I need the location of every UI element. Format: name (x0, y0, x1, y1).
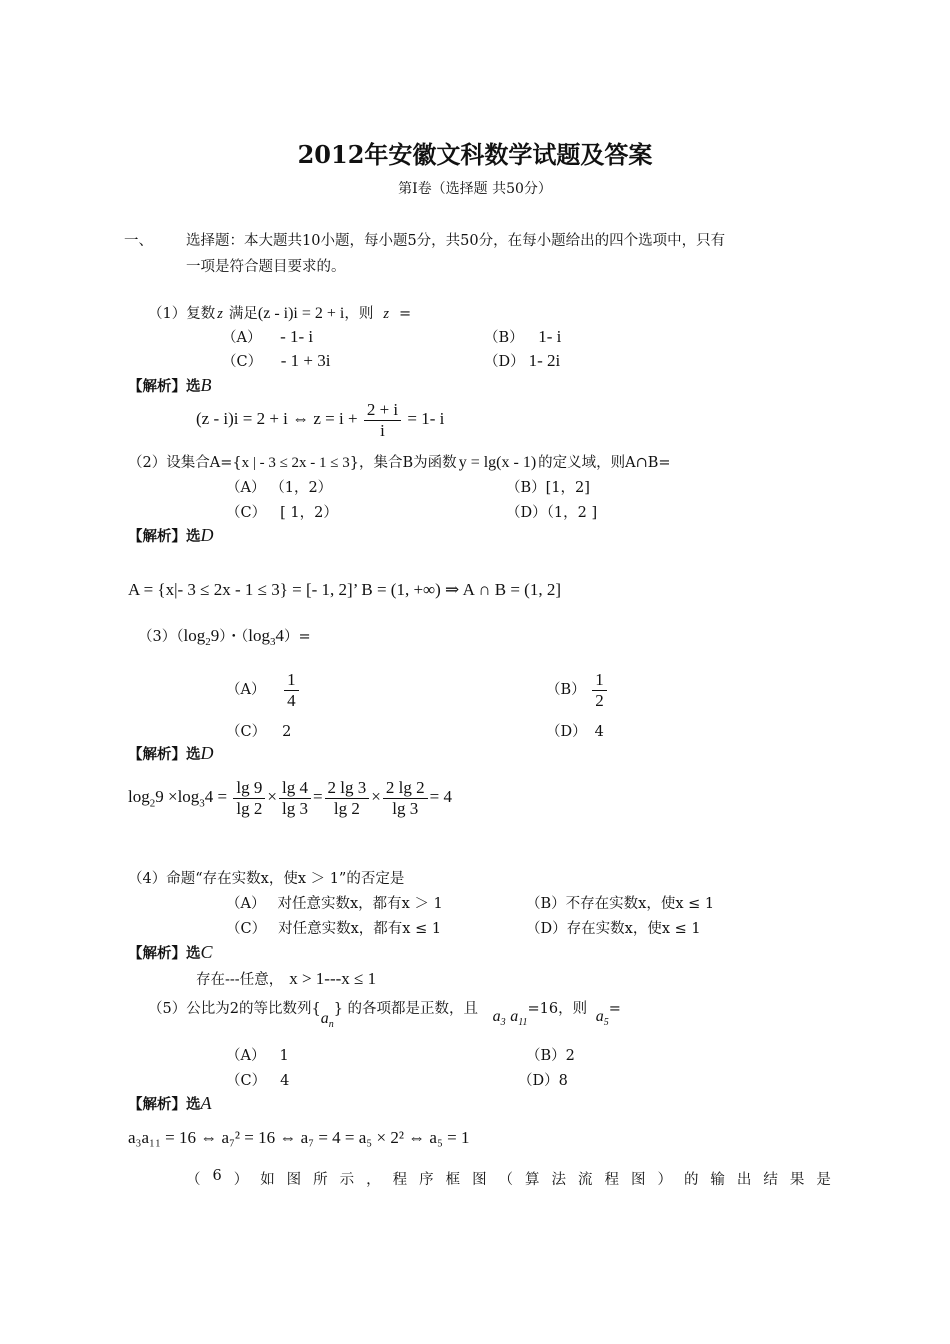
q5-option-a: （A） 1 (226, 1048, 289, 1064)
q6-char: 如 (260, 1172, 275, 1188)
q6-char: 图 (472, 1172, 487, 1188)
q6-stem (186, 1168, 831, 1189)
q5-option-d: （D）8 (518, 1073, 568, 1089)
q2-option-d: （D）（1，2 ] (506, 505, 598, 521)
q3-option-c: （C） 2 (226, 724, 292, 740)
q6-char: （ (498, 1172, 514, 1188)
q6-char: 出 (736, 1172, 752, 1188)
q6-char: 6 (212, 1168, 222, 1184)
q4-option-b: （B）不存在实数x，使x ≤ 1 (526, 896, 715, 912)
q1-option-b: （B） 1- i (484, 327, 562, 346)
q6-char: 果 (789, 1172, 805, 1188)
q5-option-b: （B）2 (526, 1048, 575, 1064)
q6-char: 程 (392, 1172, 408, 1188)
q6-char: （ (186, 1172, 201, 1188)
q1-option-a: （A） - 1- i (222, 327, 314, 346)
q3-option-d: （D） 4 (546, 724, 604, 740)
page-subtitle: 第Ⅰ卷（选择题 共50分） (398, 181, 552, 197)
q2-stem: （2）设集合A={x | - 3 ≤ 2x - 1 ≤ 3}，集合B为函数 y = lg(x - 1) 的定义域，则A∩B= (128, 454, 671, 471)
q6-char: 框 (445, 1172, 461, 1188)
page-title: 2012年安徽文科数学试题及答案 (297, 140, 653, 169)
q5-solution: a₃a₁₁ = 16 ⇔ a₇² = 16 ⇔ a₇ = 4 = a₅ × 2² ⇔ a₅ = 1 (128, 1128, 470, 1147)
q5-stem: （5）公比为2的等比数列$\{a_n\}$ 的各项都是正数，且 $a_3$ $a_{11}=16$，则 $a_5=$ (148, 1001, 621, 1030)
q2-option-b: （B）[1，2] (506, 480, 590, 496)
q6-char: 图 (630, 1172, 646, 1188)
q1-option-d: （D） 1- 2i (484, 351, 561, 370)
q6-char: 图 (286, 1172, 302, 1188)
q2-option-c: （C） [ 1，2） (226, 505, 338, 521)
q3-option-b: （B） $\frac{1}{2}$ (546, 670, 609, 710)
q6-char: 算 (525, 1172, 540, 1188)
q6-char: ） (657, 1172, 672, 1188)
q4-option-c: （C） 对任意实数x，都有x ≤ 1 (226, 921, 442, 937)
q1-answer: 【解析】选B (128, 375, 212, 395)
q2-answer: 【解析】选D (128, 525, 214, 545)
q6-char: 所 (313, 1172, 328, 1188)
q6-char: 示 (339, 1172, 355, 1188)
q6-char: ） (233, 1172, 249, 1188)
q1-solution: (z - i)i = 2 + i ⇔ z = i + $\frac{2 + i}{i}$ = 1- i (196, 400, 445, 440)
q2-option-a: （A） （1，2） (226, 480, 333, 496)
q4-solution: 存在---任意， x > 1---x ≤ 1 (196, 969, 377, 988)
q3-option-a: （A） $\frac{1}{4}$ (226, 670, 301, 710)
q5-option-c: （C） 4 (226, 1073, 290, 1089)
q4-option-d: （D）存在实数x，使x ≤ 1 (526, 921, 701, 937)
q6-char: 流 (578, 1172, 593, 1188)
q6-char: 输 (710, 1172, 725, 1188)
q1-option-c: （C） - 1 + 3i (222, 351, 331, 370)
section-instructions-line1: 选择题：本大题共10小题，每小题5分，共50分，在每小题给出的四个选项中，只有 (186, 233, 726, 249)
q6-char: 是 (816, 1172, 831, 1188)
q3-answer: 【解析】选D (128, 743, 214, 763)
q6-char: 程 (604, 1172, 619, 1188)
q6-char: 的 (683, 1172, 699, 1188)
section-instructions-line2: 一项是符合题目要求的。 (186, 259, 346, 275)
q6-char: 结 (763, 1172, 778, 1188)
q3-solution: $\log_29 \times\log_34$ = $\frac{\lg 9}{\lg 2}$ × $\frac{\lg 4}{\lg 3}$ = $\frac{2 \lg 3}{\lg 2}$ × $\frac{2 \lg 2}{\lg 3}$ = 4 (128, 778, 452, 818)
q4-option-a: （A） 对任意实数x，都有x ＞ 1 (226, 896, 443, 912)
q6-char: 法 (551, 1172, 567, 1188)
q6-char: 序 (419, 1172, 434, 1188)
q6-char: ， (366, 1172, 381, 1188)
q4-stem: （4）命题“存在实数x，使x ＞ 1”的否定是 (128, 871, 405, 887)
section-number: 一、 (124, 233, 153, 249)
q5-answer: 【解析】选A (128, 1093, 212, 1113)
q1-stem: （1）复数 z 满足(z - i)i = 2 + i，则 z = (148, 305, 412, 322)
q4-answer: 【解析】选C (128, 942, 213, 962)
q3-stem: $(3)(\log_29)$・$(\log_34)=$ (138, 626, 311, 648)
q2-solution: A = {x|- 3 ≤ 2x - 1 ≤ 3} = [- 1, 2]’ B = (1, +∞) ⇒ A ∩ B = (1, 2] (128, 580, 561, 599)
